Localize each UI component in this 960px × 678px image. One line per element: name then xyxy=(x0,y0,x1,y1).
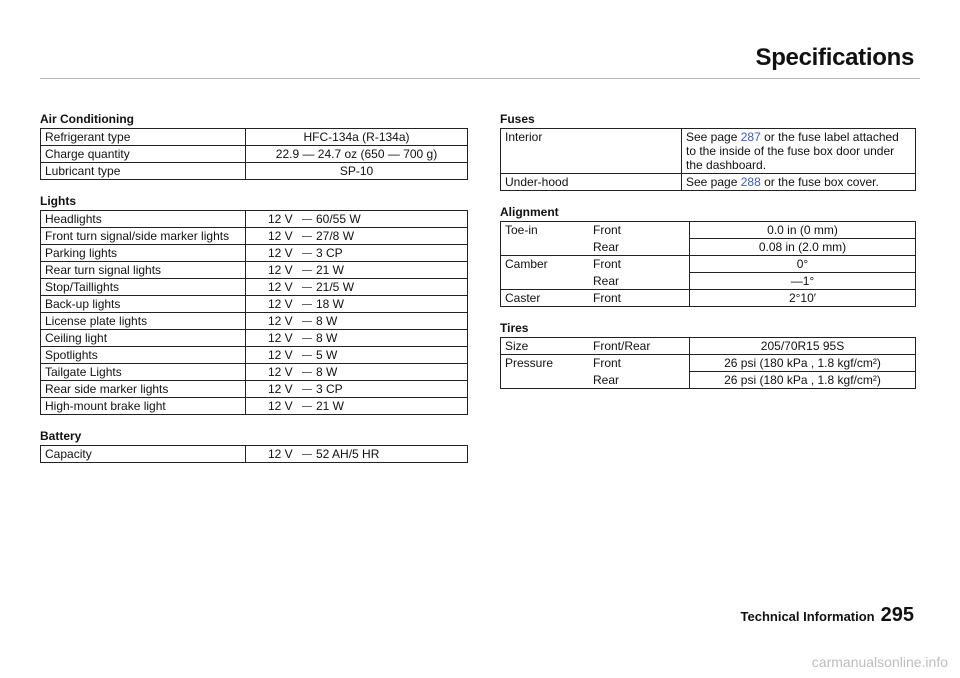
table-row xyxy=(501,338,916,355)
spec-value: 205/70R15 95S xyxy=(690,338,916,355)
table-row xyxy=(41,364,468,381)
rating: 27/8 W xyxy=(316,229,355,243)
fuse-location: Under-hood xyxy=(501,174,682,191)
dash-separator xyxy=(302,321,312,322)
table-row xyxy=(501,355,916,372)
dash-separator xyxy=(302,372,312,373)
table-row xyxy=(41,313,468,330)
page-footer xyxy=(741,604,914,627)
air-conditioning-title: Air Conditioning xyxy=(40,112,134,126)
watermark: carmanualsonline.info xyxy=(811,654,948,670)
alignment-title: Alignment xyxy=(500,205,559,219)
spec-value: SP-10 xyxy=(246,163,468,180)
voltage: 12 V xyxy=(268,399,293,413)
rating: 3 CP xyxy=(316,382,343,396)
spec-position: Rear xyxy=(589,372,690,389)
rating: 21/5 W xyxy=(316,280,355,294)
rating: 5 W xyxy=(316,348,338,362)
fuse-reference: See page 287 or the fuse label attached to the inside of the fuse box door under the dashboard. xyxy=(682,129,916,174)
dash-separator xyxy=(302,406,312,407)
table-row xyxy=(41,163,468,180)
spec-item: Camber xyxy=(501,256,590,273)
spec-label: Lubricant type xyxy=(41,163,246,180)
voltage: 12 V xyxy=(268,212,293,226)
spec-item xyxy=(501,239,590,256)
table-row xyxy=(501,174,916,191)
spec-position: Front xyxy=(589,256,690,273)
title-rule xyxy=(40,78,920,79)
spec-value: 0.08 in (2.0 mm) xyxy=(690,239,916,256)
spec-label: Back-up lights xyxy=(41,296,246,313)
alignment-table xyxy=(500,221,916,307)
table-row xyxy=(41,279,468,296)
spec-value: 0.0 in (0 mm) xyxy=(690,222,916,239)
voltage: 12 V xyxy=(268,365,293,379)
spec-value: 2°10′ xyxy=(690,290,916,307)
table-row xyxy=(41,245,468,262)
spec-value xyxy=(246,398,468,415)
spec-label: Tailgate Lights xyxy=(41,364,246,381)
table-row xyxy=(41,446,468,463)
table-row xyxy=(501,129,916,174)
rating: 21 W xyxy=(316,399,345,413)
spec-value: 22.9 — 24.7 oz (650 — 700 g) xyxy=(246,146,468,163)
voltage: 12 V xyxy=(268,348,293,362)
table-row xyxy=(41,330,468,347)
tires-table xyxy=(500,337,916,389)
dash-separator xyxy=(302,355,312,356)
spec-label: Stop/Taillights xyxy=(41,279,246,296)
table-row xyxy=(501,239,916,256)
spec-value xyxy=(246,228,468,245)
spec-value xyxy=(246,313,468,330)
voltage: 12 V xyxy=(268,382,293,396)
spec-value xyxy=(246,330,468,347)
page-reference-link[interactable]: 288 xyxy=(740,175,761,189)
table-row xyxy=(41,262,468,279)
rating: 18 W xyxy=(316,297,345,311)
voltage: 12 V xyxy=(268,331,293,345)
spec-item xyxy=(501,372,590,389)
spec-item: Pressure xyxy=(501,355,590,372)
voltage: 12 V xyxy=(268,229,293,243)
table-row xyxy=(41,146,468,163)
table-row xyxy=(501,222,916,239)
page-reference-link[interactable]: 287 xyxy=(740,130,761,144)
table-row xyxy=(41,211,468,228)
dash-separator xyxy=(302,253,312,254)
spec-label: Rear turn signal lights xyxy=(41,262,246,279)
dash-separator xyxy=(302,287,312,288)
spec-value: HFC-134a (R-134a) xyxy=(246,129,468,146)
dash-separator xyxy=(302,236,312,237)
page-title: Specifications xyxy=(755,44,914,71)
footer-section: Technical Information xyxy=(740,609,875,624)
spec-value: 26 psi (180 kPa , 1.8 kgf/cm²) xyxy=(690,355,916,372)
spec-label: Capacity xyxy=(41,446,246,463)
table-row xyxy=(501,273,916,290)
table-row xyxy=(41,398,468,415)
battery-title: Battery xyxy=(40,429,82,443)
spec-position: Front/Rear xyxy=(589,338,690,355)
spec-label: Rear side marker lights xyxy=(41,381,246,398)
spec-value xyxy=(246,296,468,313)
table-row xyxy=(41,381,468,398)
spec-label: Spotlights xyxy=(41,347,246,364)
spec-value xyxy=(246,211,468,228)
spec-value xyxy=(246,347,468,364)
table-row xyxy=(501,290,916,307)
spec-label: Charge quantity xyxy=(41,146,246,163)
spec-value xyxy=(246,381,468,398)
spec-value: —1° xyxy=(690,273,916,290)
table-row xyxy=(41,228,468,245)
rating: 8 W xyxy=(316,331,338,345)
lights-title: Lights xyxy=(40,194,76,208)
spec-label: Parking lights xyxy=(41,245,246,262)
spec-label: Headlights xyxy=(41,211,246,228)
fuse-reference: See page 288 or the fuse box cover. xyxy=(682,174,916,191)
dash-separator xyxy=(302,338,312,339)
spec-value: 26 psi (180 kPa , 1.8 kgf/cm²) xyxy=(690,372,916,389)
voltage: 12 V xyxy=(268,447,293,461)
spec-label: License plate lights xyxy=(41,313,246,330)
table-row xyxy=(41,296,468,313)
dash-separator xyxy=(302,270,312,271)
fuses-title: Fuses xyxy=(500,112,535,126)
rating: 3 CP xyxy=(316,246,343,260)
voltage: 12 V xyxy=(268,297,293,311)
air-conditioning-table xyxy=(40,128,468,180)
fuse-location: Interior xyxy=(501,129,682,174)
table-row xyxy=(501,372,916,389)
voltage: 12 V xyxy=(268,280,293,294)
fuses-table xyxy=(500,128,916,191)
spec-label: Ceiling light xyxy=(41,330,246,347)
table-row xyxy=(41,129,468,146)
voltage: 12 V xyxy=(268,246,293,260)
page-number: 295 xyxy=(880,604,914,626)
rating: 52 AH/5 HR xyxy=(316,447,380,461)
table-row xyxy=(41,347,468,364)
voltage: 12 V xyxy=(268,314,293,328)
dash-separator xyxy=(302,389,312,390)
spec-position: Front xyxy=(589,222,690,239)
table-row xyxy=(501,256,916,273)
spec-value xyxy=(246,446,468,463)
rating: 60/55 W xyxy=(316,212,361,226)
spec-item: Caster xyxy=(501,290,590,307)
left-column xyxy=(40,112,468,463)
voltage: 12 V xyxy=(268,263,293,277)
lights-table xyxy=(40,210,468,415)
spec-value xyxy=(246,245,468,262)
spec-item: Size xyxy=(501,338,590,355)
dash-separator xyxy=(302,219,312,220)
spec-position: Front xyxy=(589,290,690,307)
spec-label: High-mount brake light xyxy=(41,398,246,415)
dash-separator xyxy=(302,304,312,305)
spec-position: Rear xyxy=(593,239,620,254)
dash-separator xyxy=(302,454,312,455)
rating: 21 W xyxy=(316,263,345,277)
spec-label: Refrigerant type xyxy=(41,129,246,146)
spec-value xyxy=(246,262,468,279)
rating: 8 W xyxy=(316,314,338,328)
spec-position: Front xyxy=(589,355,690,372)
spec-item: Toe-in xyxy=(501,222,590,239)
battery-table xyxy=(40,445,468,463)
spec-item xyxy=(501,273,590,290)
spec-value: 0° xyxy=(690,256,916,273)
rating: 8 W xyxy=(316,365,338,379)
spec-value xyxy=(246,279,468,296)
spec-label: Front turn signal/side marker lights xyxy=(41,228,246,245)
right-column xyxy=(500,112,916,389)
tires-title: Tires xyxy=(500,321,529,335)
spec-position: Rear xyxy=(593,273,620,288)
spec-value xyxy=(246,364,468,381)
